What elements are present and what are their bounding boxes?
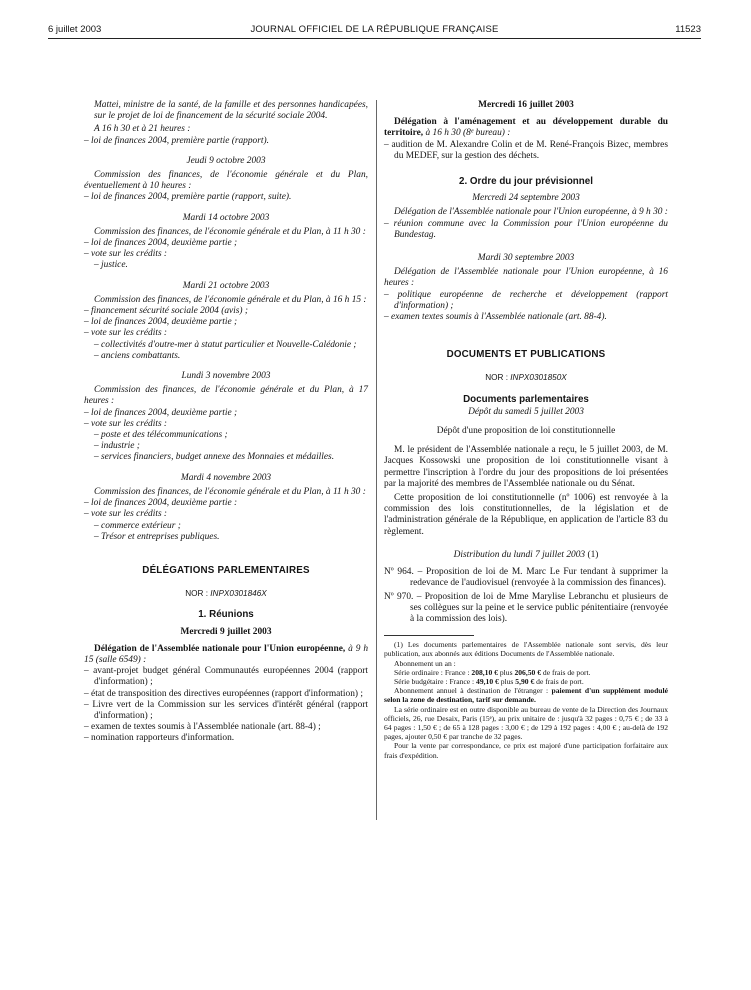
nor-value: INPX0301850X [510, 373, 567, 383]
delegation-lead [384, 117, 668, 139]
depot-title: Dépôt d'une proposition de loi constitutionnelle [436, 426, 616, 437]
section-title-documents: DOCUMENTS ET PUBLICATIONS [446, 349, 606, 361]
commission-lead: Commission des finances, de l'économie générale et du Plan, à 11 h 30 : [94, 486, 366, 497]
delegation-item: – politique européenne de recherche et développement (rapport d'information) ; [384, 289, 668, 311]
depot-paragraph: M. le président de l'Assemblée nationale a reçu, le 5 juillet 2003, de M. Jacques Kossowski une proposition de loi constitutionnelle visant à permettre l'inscription à l'ordre du jour des propositions de loi présentées par la majorité des membres de l'Assemblée nationale ou du Sénat. [384, 445, 668, 489]
agenda-subitem: – services financiers, budget annexe des Monnaies et médailles. [94, 452, 335, 463]
agenda-item: – loi de finances 2004, deuxième partie ; [84, 317, 238, 328]
distribution-date [384, 550, 668, 561]
delegation-lead: Délégation de l'Assemblée nationale pour l'Union européenne, à 16 heures : [384, 267, 668, 289]
delegation-name: Délégation de l'Assemblée nationale pour l'Union européenne, [94, 643, 346, 654]
agenda-item: – vote sur les crédits : [84, 418, 168, 429]
nor-reference [84, 588, 368, 599]
nor-value: INPX0301846X [210, 589, 267, 599]
agenda-item: – loi de finances 2004, deuxième partie ; [84, 238, 238, 249]
footnote-rule [384, 635, 474, 636]
distribution-date-text: Distribution du lundi 7 juillet 2003 [453, 549, 586, 560]
depot-paragraph: Cette proposition de loi constitutionnelle (nº 1006) est renvoyée à la commission des lois constitutionnelles, de la législation et de l'administration générale de la République, en application de l'article 83 du règlement. [384, 493, 668, 537]
delegation-time: à 9 h 15 (salle 6549) : [84, 643, 368, 665]
intro-paragraph: Mattei, ministre de la santé, de la famille et des personnes handicapées, sur le projet de loi de financement de la sécurité sociale 2004. [94, 100, 368, 122]
price-value: 49,10 € [476, 676, 499, 686]
intro-item: – loi de finances 2004, première partie (rapport). [84, 135, 269, 146]
header-page-number: 11523 [675, 24, 701, 35]
header-date: 6 juillet 2003 [48, 24, 102, 35]
agenda-item: – vote sur les crédits : [84, 328, 168, 339]
nor-reference [384, 372, 668, 383]
commission-lead: Commission des finances, de l'économie générale et du Plan, à 17 heures : [84, 385, 368, 407]
footnotes [384, 640, 668, 760]
agenda-subitem: – Trésor et entreprises publiques. [94, 531, 220, 542]
subsection-reunions: 1. Réunions [198, 609, 254, 621]
delegation-name: Délégation à l'aménagement et au développement durable du territoire, [384, 117, 668, 139]
footnote-text: Abonnement annuel à destination de l'étranger : [394, 686, 552, 696]
page-header [48, 24, 701, 39]
agenda-item: – vote sur les crédits : [84, 249, 168, 260]
footnote-ref: (1) [585, 549, 599, 560]
price-text: de frais de port. [534, 676, 584, 686]
nor-label: NOR : [185, 589, 211, 599]
price-text: plus [498, 676, 516, 686]
price-value: 5,90 € [515, 676, 535, 686]
date-heading: Mardi 21 octobre 2003 [182, 280, 270, 291]
price-label: Série ordinaire : France : [394, 667, 472, 677]
agenda-subitem: – industrie ; [94, 441, 140, 452]
date-heading-bold: Mercredi 16 juillet 2003 [478, 100, 574, 110]
delegation-time: à 16 h 30 (8ᵉ bureau) : [425, 128, 511, 139]
date-heading: Jeudi 9 octobre 2003 [186, 155, 266, 166]
delegation-item: – réunion commune avec la Commission pour l'Union européenne du Bundestag. [384, 218, 668, 240]
price-value: 206,50 € [514, 667, 542, 677]
subsection-ordre-du-jour: 2. Ordre du jour prévisionnel [459, 176, 593, 188]
commission-lead: Commission des finances, de l'économie générale et du Plan, éventuellement à 10 heures : [84, 170, 368, 192]
section-title-delegations: DÉLÉGATIONS PARLEMENTAIRES [142, 564, 310, 576]
price-text: de frais de port. [541, 667, 591, 677]
footnote [384, 686, 668, 704]
footnote: Pour la vente par correspondance, ce prix est majoré d'une participation forfaitaire aux frais d'expédition. [384, 741, 668, 760]
agenda-subitem: – collectivités d'outre-mer à statut particulier et Nouvelle-Calédonie ; [94, 339, 357, 350]
right-column [384, 100, 668, 760]
agenda-subitem: – anciens combattants. [94, 350, 181, 361]
price-value: 208,10 € [471, 667, 498, 677]
date-heading-bold: Mercredi 9 juillet 2003 [180, 626, 272, 637]
footnote: La série ordinaire est en outre disponible au bureau de vente de la Direction des Journaux officiels, 26, rue Desaix, Paris (15ᵉ), au prix unitaire de : jusqu'à 32 pages : 0,75 € ; de 33 à 64 pages : 1,50 € ; de 65 à 128 pages : 3,00 € ; de 129 à 192 pages : 4,00 € ; au-delà de 192 pages, ajouter 0,50 € par tranche de 32 pages. [384, 704, 668, 742]
delegation-item: – examen de textes soumis à l'Assemblée nationale (art. 88-4) ; [84, 722, 321, 733]
delegation-item: – examen textes soumis à l'Assemblée nationale (art. 88-4). [384, 312, 607, 323]
footnote: Abonnement un an : [394, 658, 456, 668]
date-heading: Mardi 4 novembre 2003 [180, 472, 272, 483]
delegation-item: – avant-projet budget général Communautés européennes 2004 (rapport d'information) ; [84, 666, 368, 688]
delegation-item: – audition de M. Alexandre Colin et de M. René-François Bizec, membres du MEDEF, sur la gestion des déchets. [384, 139, 668, 161]
depot-date: Dépôt du samedi 5 juillet 2003 [468, 406, 584, 417]
footnote-price [384, 668, 668, 677]
agenda-item: – loi de finances 2004, première partie (rapport, suite). [84, 192, 292, 203]
intro-time: A 16 h 30 et à 21 heures : [94, 124, 191, 135]
commission-lead: Commission des finances, de l'économie générale et du Plan, à 16 h 15 : [94, 294, 367, 305]
document-item: Nº 970. – Proposition de loi de Mme Marylise Lebranchu et plusieurs de ses collègues sur la peine et le service public pénitentiaire (renvoyée à la commission des lois). [384, 591, 668, 624]
date-heading: Mardi 14 octobre 2003 [182, 212, 270, 223]
date-heading: Mardi 30 septembre 2003 [477, 253, 575, 264]
delegation-item: – Livre vert de la Commission sur les services d'intérêt général (rapport d'information) ; [84, 699, 368, 721]
footnote: (1) Les documents parlementaires de l'Assemblée nationale sont servis, dès leur publication, aux abonnés aux éditions Documents de l'Assemblée nationale. [384, 640, 668, 659]
delegation-lead: Délégation de l'Assemblée nationale pour l'Union européenne, à 9 h 30 : [394, 207, 668, 218]
left-column [84, 100, 368, 745]
footnote-emphasis: paiement d'un supplément modulé selon la zone de destination, tarif sur demande. [384, 686, 669, 705]
delegation-item: – état de transposition des directives européennes (rapport d'information) ; [84, 688, 363, 699]
agenda-item: – vote sur les crédits : [84, 509, 168, 520]
commission-lead: Commission des finances, de l'économie générale et du Plan, à 11 h 30 : [94, 226, 366, 237]
price-label: Série budgétaire : France : [394, 676, 477, 686]
agenda-subitem: – justice. [94, 260, 128, 271]
document-item: Nº 964. – Proposition de loi de M. Marc Le Fur tendant à supprimer la redevance de l'audiovisuel (renvoyée à la commission des finances). [384, 567, 668, 589]
price-text: plus [497, 667, 515, 677]
nor-label: NOR : [485, 373, 511, 383]
column-divider [376, 100, 377, 820]
delegation-lead [84, 644, 368, 666]
agenda-item: – loi de finances 2004, deuxième partie ; [84, 407, 238, 418]
agenda-item: – financement sécurité sociale 2004 (avis) ; [84, 306, 249, 317]
delegation-item: – nomination rapporteurs d'information. [84, 733, 235, 744]
header-title: JOURNAL OFFICIEL DE LA RÉPUBLIQUE FRANÇAISE [250, 24, 499, 35]
subsection-documents-parlementaires: Documents parlementaires [463, 393, 589, 405]
agenda-item: – loi de finances 2004, deuxième partie : [84, 498, 238, 509]
agenda-subitem: – commerce extérieur ; [94, 520, 181, 531]
date-heading: Lundi 3 novembre 2003 [181, 371, 271, 382]
footnote-price [384, 677, 668, 686]
agenda-subitem: – poste et des télécommunications ; [94, 430, 228, 441]
date-heading: Mercredi 24 septembre 2003 [472, 193, 580, 204]
